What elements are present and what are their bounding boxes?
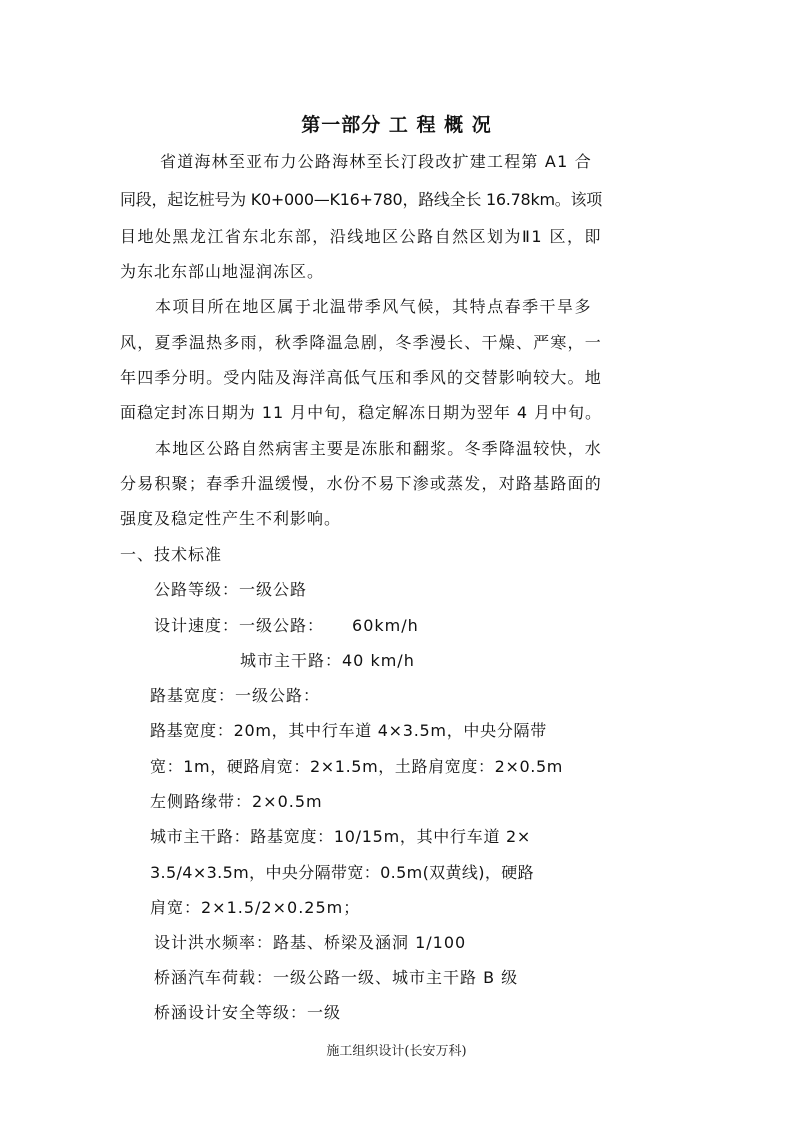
subgrade-line: 宽：1m，硬路肩宽：2×1.5m，土路肩宽度：2×0.5m xyxy=(150,757,563,776)
paragraph-line: 风，夏季温热多雨，秋季降温急剧，冬季漫长、干燥、严寒，一 xyxy=(120,333,602,352)
paragraph-line: 强度及稳定性产生不利影响。 xyxy=(120,509,342,528)
paragraph-line: 同段，起讫桩号为 K0+000—K16+780，路线全长 16.78km。该项 xyxy=(120,190,602,209)
urban-line: 3.5/4×3.5m，中央分隔带宽：0.5m(双黄线)，硬路 xyxy=(150,863,534,882)
urban-line: 肩宽：2×1.5/2×0.25m； xyxy=(150,898,361,917)
paragraph-line: 本地区公路自然病害主要是冻胀和翻浆。冬季降温较快，水 xyxy=(155,439,602,458)
subgrade-line: 左侧路缘带：2×0.5m xyxy=(150,792,323,811)
paragraph-line: 省道海林至亚布力公路海林至长汀段改扩建工程第 A1 合 xyxy=(160,152,592,171)
subgrade-line: 路基宽度：20m，其中行车道 4×3.5m，中央分隔带 xyxy=(150,721,547,740)
paragraph-line: 面稳定封冻日期为 11 月中旬，稳定解冻日期为翌年 4 月中旬。 xyxy=(120,403,602,422)
safety-grade: 桥涵设计安全等级：一级 xyxy=(154,1003,342,1022)
paragraph-line: 年四季分明。受内陆及海洋高低气压和季风的交替影响较大。地 xyxy=(120,368,602,387)
page-footer: 施工组织设计(长安万科) xyxy=(326,1044,467,1059)
section-heading: 一、技术标准 xyxy=(120,545,223,564)
design-speed-row xyxy=(154,615,419,637)
subgrade-width-label: 路基宽度：一级公路： xyxy=(150,686,321,705)
urban-speed: 城市主干路：40 km/h xyxy=(240,651,415,670)
urban-line: 城市主干路：路基宽度：10/15m，其中行车道 2× xyxy=(150,827,531,846)
paragraph-line: 目地处黑龙江省东北东部，沿线地区公路自然区划为Ⅱ1 区，即 xyxy=(120,227,602,246)
design-speed-label: 设计速度：一级公路： xyxy=(154,616,325,635)
paragraph-line: 分易积聚；春季升温缓慢，水份不易下渗或蒸发，对路基路面的 xyxy=(120,474,602,493)
road-grade: 公路等级：一级公路 xyxy=(154,580,308,599)
flood-frequency: 设计洪水频率：路基、桥梁及涵洞 1/100 xyxy=(154,933,467,952)
paragraph-line: 为东北东部山地湿润冻区。 xyxy=(120,262,325,281)
page-title: 第一部分 工 程 概 况 xyxy=(301,114,492,136)
paragraph-line: 本项目所在地区属于北温带季风气候，其特点春季干旱多 xyxy=(155,297,592,316)
vehicle-load: 桥涵汽车荷载：一级公路一级、城市主干路 B 级 xyxy=(154,968,519,987)
design-speed-value: 60km/h xyxy=(352,616,419,635)
